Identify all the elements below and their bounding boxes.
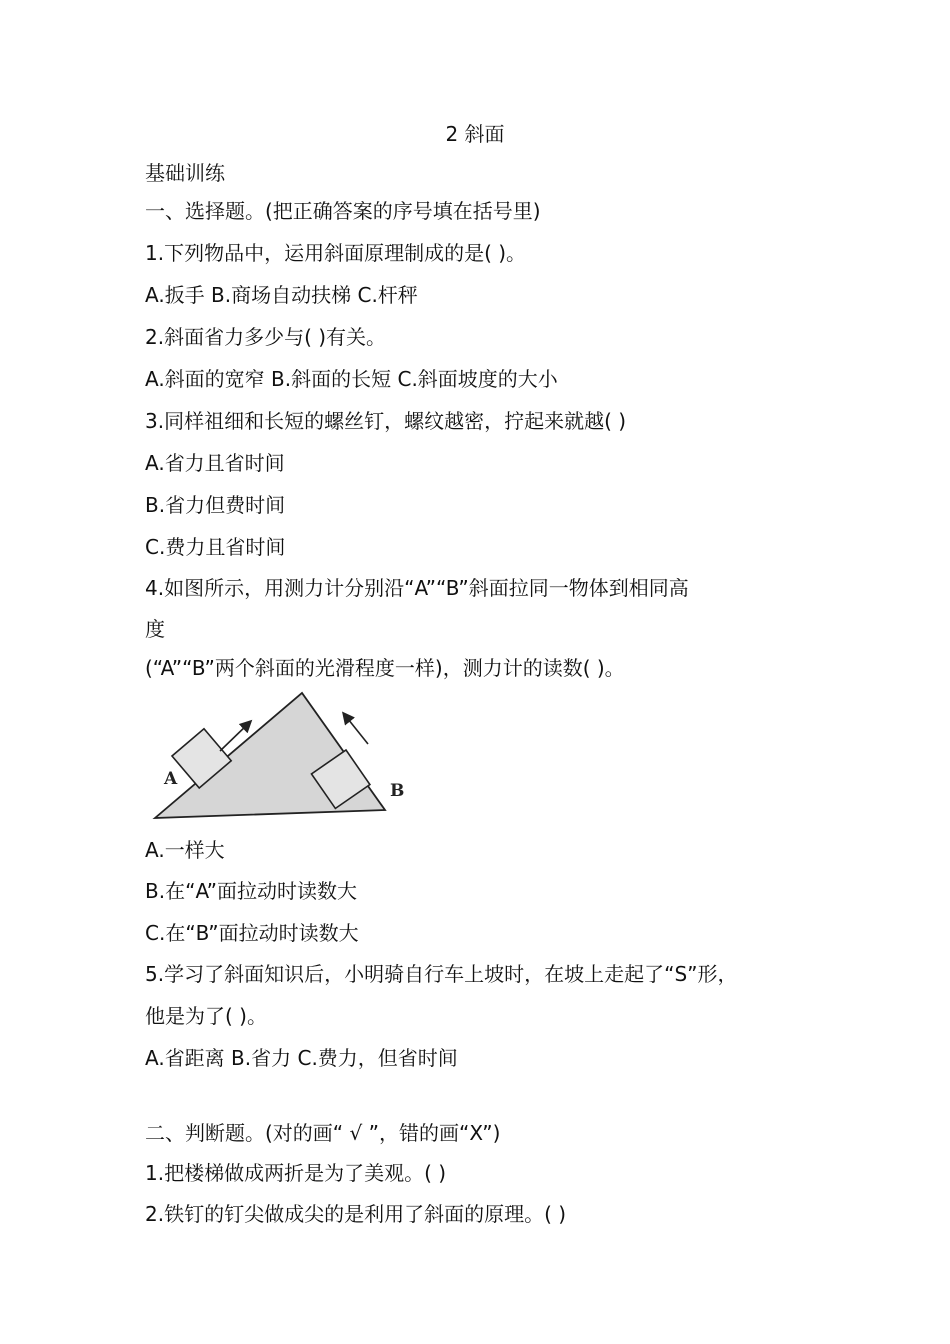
question-2-options: A.斜面的宽窄 B.斜面的长短 C.斜面坡度的大小 bbox=[145, 367, 558, 391]
judge-1: 1.把楼梯做成两折是为了美观。( ) bbox=[145, 1161, 447, 1185]
label-b: B bbox=[390, 781, 405, 801]
question-4-option-b: B.在“A”面拉动时读数大 bbox=[145, 879, 358, 903]
question-4-line-3: (“A”“B”两个斜面的光滑程度一样)，测力计的读数( )。 bbox=[145, 656, 625, 680]
question-5-line-1: 5.学习了斜面知识后，小明骑自行车上坡时，在坡上走起了“S”形， bbox=[145, 962, 738, 986]
section-heading: 基础训练 bbox=[145, 161, 225, 185]
judge-2: 2.铁钉的钉尖做成尖的是利用了斜面的原理。( ) bbox=[145, 1202, 567, 1226]
page-title: 2 斜面 bbox=[445, 122, 505, 146]
question-3-option-c: C.费力且省时间 bbox=[145, 535, 286, 559]
arrow-b bbox=[344, 714, 368, 744]
part2-heading: 二、判断题。(对的画“ √ ”，错的画“X”) bbox=[145, 1121, 501, 1145]
question-5-line-2: 他是为了( )。 bbox=[145, 1004, 267, 1028]
question-3: 3.同样祖细和长短的螺丝钉，螺纹越密，拧起来就越( ) bbox=[145, 409, 627, 433]
question-5-options: A.省距离 B.省力 C.费力，但省时间 bbox=[145, 1046, 458, 1070]
question-4-line-1: 4.如图所示，用测力计分别沿“A”“B”斜面拉同一物体到相同高 bbox=[145, 576, 689, 600]
question-1: 1.下列物品中，运用斜面原理制成的是( )。 bbox=[145, 241, 527, 265]
question-4-option-c: C.在“B”面拉动时读数大 bbox=[145, 921, 359, 945]
question-3-option-a: A.省力且省时间 bbox=[145, 451, 285, 475]
question-4-option-a: A.一样大 bbox=[145, 838, 225, 862]
incline-figure bbox=[150, 688, 420, 824]
label-a: A bbox=[164, 769, 178, 789]
question-1-options: A.扳手 B.商场自动扶梯 C.杆秤 bbox=[145, 283, 418, 307]
question-2: 2.斜面省力多少与( )有关。 bbox=[145, 325, 387, 349]
part1-heading: 一、选择题。(把正确答案的序号填在括号里) bbox=[145, 199, 541, 223]
question-4-line-2: 度 bbox=[145, 617, 165, 641]
question-3-option-b: B.省力但费时间 bbox=[145, 493, 286, 517]
